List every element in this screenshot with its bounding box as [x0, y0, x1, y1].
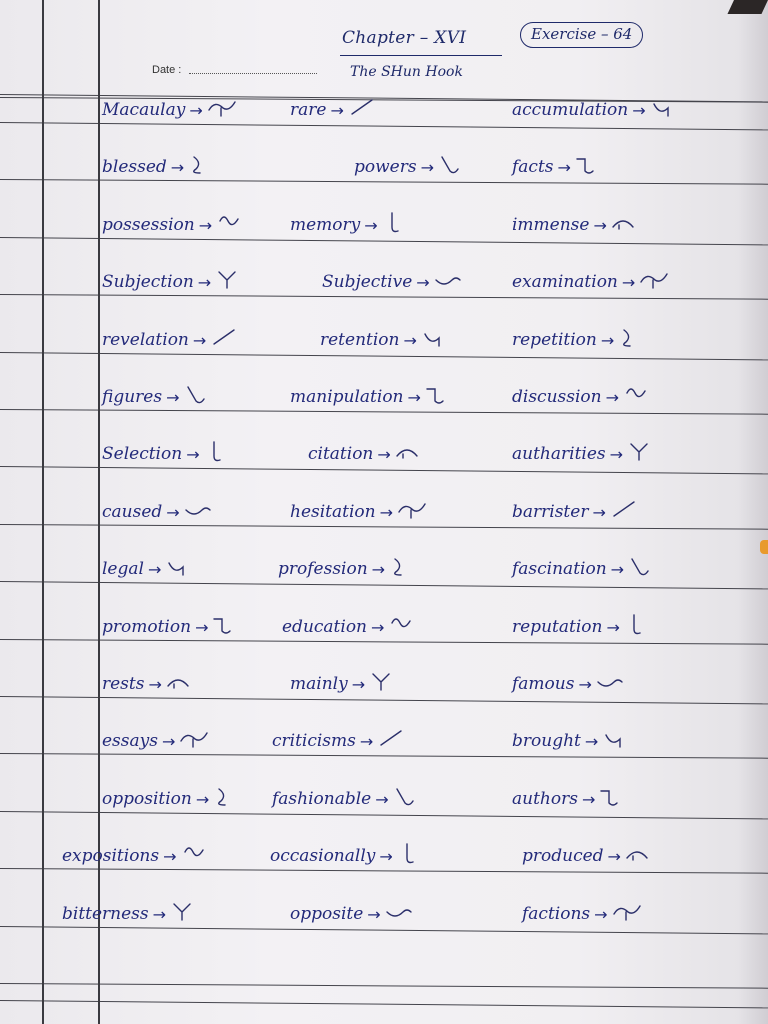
entry-word: facts	[512, 157, 554, 178]
shorthand-entry	[290, 498, 427, 522]
entry-arrow: →	[192, 330, 207, 350]
shorthand-entry	[512, 211, 641, 235]
shorthand-outline-icon	[377, 727, 407, 751]
chapter-title: Chapter – XVI	[342, 28, 467, 48]
shorthand-entry	[290, 900, 415, 924]
shorthand-entry	[102, 440, 234, 464]
shorthand-entry	[102, 153, 218, 177]
entry-arrow: →	[189, 101, 203, 120]
entry-word: brought	[512, 731, 581, 752]
shorthand-outline-icon	[434, 268, 464, 292]
shorthand-outline-icon	[166, 670, 196, 694]
shorthand-entry	[102, 785, 243, 809]
shorthand-outline-icon	[599, 785, 629, 809]
entry-arrow: →	[557, 158, 571, 178]
shorthand-outline-icon	[385, 900, 415, 924]
shorthand-outline-icon	[216, 211, 246, 235]
shorthand-entry	[512, 440, 657, 464]
entry-word: revelation	[102, 329, 189, 350]
entry-arrow: →	[377, 445, 391, 465]
shorthand-entry	[282, 613, 418, 637]
shorthand-entry	[102, 383, 214, 407]
entry-word: blessed	[102, 157, 167, 178]
entry-word: criticisms	[272, 731, 356, 752]
entry-arrow: →	[170, 158, 185, 178]
shorthand-outline-icon	[624, 613, 654, 637]
entry-word: Selection	[102, 444, 183, 465]
shorthand-entry	[512, 613, 654, 637]
entry-arrow: →	[379, 847, 393, 867]
shorthand-entry	[102, 268, 245, 292]
entry-arrow: →	[351, 675, 366, 694]
entry-word: powers	[354, 157, 417, 178]
entry-arrow: →	[605, 388, 619, 407]
entry-arrow: →	[407, 388, 421, 407]
shorthand-entry	[102, 670, 196, 694]
shorthand-entry	[62, 842, 211, 866]
entry-arrow: →	[161, 732, 176, 752]
entry-arrow: →	[584, 732, 599, 752]
shorthand-outline-icon	[212, 613, 242, 637]
shorthand-outline-icon	[623, 383, 653, 407]
entry-word: immense	[512, 214, 590, 235]
entry-arrow: →	[195, 789, 210, 809]
entry-word: education	[282, 616, 367, 637]
shorthand-outline-icon	[369, 670, 399, 694]
shorthand-entry	[322, 268, 464, 292]
shorthand-outline-icon	[348, 96, 378, 120]
entry-arrow: →	[371, 560, 386, 580]
entry-word: barrister	[512, 501, 589, 522]
entry-arrow: →	[607, 847, 621, 867]
entry-arrow: →	[371, 617, 385, 637]
entry-word: Macaulay	[102, 100, 186, 120]
shorthand-entry	[354, 153, 468, 177]
shorthand-outline-icon	[388, 613, 418, 637]
entry-word: legal	[102, 559, 144, 580]
shorthand-entry	[522, 842, 655, 866]
entry-word: authors	[512, 788, 578, 809]
entry-word: possession	[102, 214, 195, 235]
shorthand-outline-icon	[610, 498, 640, 522]
shorthand-outline-icon	[184, 498, 214, 522]
shorthand-entry	[308, 440, 425, 464]
shorthand-outline-icon	[179, 727, 209, 751]
entry-word: bitterness	[62, 903, 149, 924]
entry-word: retention	[320, 329, 400, 350]
shorthand-entry	[102, 555, 195, 579]
shorthand-outline-icon	[397, 842, 427, 866]
entry-word: fashionable	[272, 788, 372, 809]
entry-arrow: →	[152, 904, 167, 924]
entry-word: opposition	[102, 788, 192, 809]
shorthand-entry	[62, 900, 200, 924]
shorthand-entry	[290, 211, 412, 235]
entry-word: reputation	[512, 616, 603, 637]
entry-arrow: →	[420, 158, 434, 178]
entry-word: autharities	[512, 444, 606, 465]
entry-word: Subjection	[102, 272, 194, 293]
entry-arrow: →	[632, 101, 646, 120]
shorthand-entry	[102, 96, 237, 120]
entry-arrow: →	[610, 560, 625, 580]
entry-word: Subjective	[322, 272, 413, 293]
shorthand-outline-icon	[612, 900, 642, 924]
entry-word: repetition	[512, 329, 597, 350]
date-label: Date :	[152, 64, 182, 76]
shorthand-entry	[290, 670, 399, 694]
entry-arrow: →	[375, 789, 389, 809]
exercise-label: Exercise – 64	[520, 22, 643, 48]
shorthand-entry	[278, 555, 419, 579]
shorthand-outline-icon	[602, 727, 632, 751]
entry-arrow: →	[593, 215, 607, 235]
shorthand-entry	[102, 498, 214, 522]
entry-word: produced	[522, 846, 604, 867]
shorthand-outline-icon	[627, 440, 657, 464]
shorthand-entry	[290, 96, 378, 120]
entry-word: occasionally	[270, 846, 376, 867]
shorthand-outline-icon	[389, 555, 419, 579]
entry-arrow: →	[364, 215, 378, 235]
shorthand-outline-icon	[170, 900, 200, 924]
shorthand-outline-icon	[210, 326, 240, 350]
entry-arrow: →	[166, 388, 180, 407]
entry-word: promotion	[102, 616, 192, 637]
lesson-subtitle: The SHun Hook	[350, 64, 463, 80]
shorthand-outline-icon	[611, 211, 641, 235]
entry-word: opposite	[290, 903, 364, 924]
entry-arrow: →	[147, 560, 162, 580]
shorthand-entry	[512, 268, 669, 292]
entry-word: examination	[512, 272, 618, 293]
shorthand-outline-icon	[204, 440, 234, 464]
entry-arrow: →	[163, 847, 177, 867]
shorthand-entry	[512, 555, 658, 579]
entry-arrow: →	[367, 904, 381, 924]
shorthand-outline-icon	[181, 842, 211, 866]
shorthand-outline-icon	[618, 326, 648, 350]
entry-arrow: →	[330, 101, 344, 120]
entry-word: rare	[290, 100, 327, 120]
entry-word: memory	[290, 214, 361, 235]
entry-word: caused	[102, 501, 163, 522]
shorthand-entry	[512, 383, 653, 407]
entry-arrow: →	[592, 502, 606, 522]
entry-arrow: →	[359, 732, 374, 752]
entry-arrow: →	[600, 330, 615, 350]
shorthand-outline-icon	[596, 670, 626, 694]
shorthand-entry	[512, 498, 640, 522]
entry-word: famous	[512, 674, 575, 694]
shorthand-outline-icon	[425, 383, 455, 407]
shorthand-outline-icon	[628, 555, 658, 579]
entry-arrow: →	[148, 675, 162, 694]
shorthand-outline-icon	[438, 153, 468, 177]
entry-arrow: →	[195, 617, 209, 637]
shorthand-outline-icon	[393, 785, 423, 809]
entry-arrow: →	[578, 675, 592, 694]
entry-word: rests	[102, 674, 145, 694]
entry-word: citation	[308, 444, 374, 465]
shorthand-outline-icon	[650, 96, 680, 120]
entry-word: mainly	[290, 674, 348, 694]
shorthand-outline-icon	[188, 153, 218, 177]
entry-arrow: →	[379, 502, 393, 522]
shorthand-entry	[102, 613, 242, 637]
entry-arrow: →	[198, 215, 213, 235]
shorthand-entry	[272, 727, 407, 751]
shorthand-outline-icon	[421, 326, 451, 350]
shorthand-outline-icon	[207, 96, 237, 120]
shorthand-entry	[290, 383, 455, 407]
shorthand-entry	[512, 96, 680, 120]
entry-word: expositions	[62, 846, 160, 867]
shorthand-outline-icon	[213, 785, 243, 809]
shorthand-entry	[102, 211, 246, 235]
entry-arrow: →	[609, 445, 624, 465]
entry-arrow: →	[581, 789, 596, 809]
shorthand-entry	[102, 727, 209, 751]
shorthand-outline-icon	[397, 498, 427, 522]
shorthand-outline-icon	[395, 440, 425, 464]
entry-word: accumulation	[512, 100, 629, 120]
shorthand-entry	[512, 785, 629, 809]
entry-word: essays	[102, 731, 158, 752]
entry-word: discussion	[512, 387, 602, 407]
shorthand-entry	[270, 842, 427, 866]
shorthand-outline-icon	[575, 153, 605, 177]
shorthand-outline-icon	[165, 555, 195, 579]
entry-word: profession	[278, 559, 368, 580]
entry-word: fascination	[512, 559, 607, 580]
shorthand-entry	[512, 727, 632, 751]
entry-arrow: →	[416, 273, 430, 293]
shorthand-outline-icon	[184, 383, 214, 407]
shorthand-outline-icon	[215, 268, 245, 292]
entry-word: manipulation	[290, 387, 404, 407]
entry-word: factions	[522, 903, 591, 924]
shorthand-entry	[512, 326, 648, 350]
entry-arrow: →	[403, 330, 417, 350]
shorthand-entry	[272, 785, 423, 809]
entry-arrow: →	[186, 445, 200, 465]
shorthand-entry	[320, 326, 451, 350]
entry-arrow: →	[594, 904, 608, 924]
shorthand-entry	[512, 670, 626, 694]
entry-word: hesitation	[290, 501, 376, 522]
entry-arrow: →	[621, 273, 636, 293]
shorthand-entry	[102, 326, 240, 350]
entry-arrow: →	[197, 273, 212, 293]
entry-word: figures	[102, 387, 163, 407]
shorthand-outline-icon	[382, 211, 412, 235]
shorthand-outline-icon	[625, 842, 655, 866]
entry-arrow: →	[166, 502, 180, 522]
shorthand-entry	[522, 900, 642, 924]
shorthand-entry	[512, 153, 605, 177]
shorthand-outline-icon	[639, 268, 669, 292]
entry-arrow: →	[606, 617, 620, 637]
